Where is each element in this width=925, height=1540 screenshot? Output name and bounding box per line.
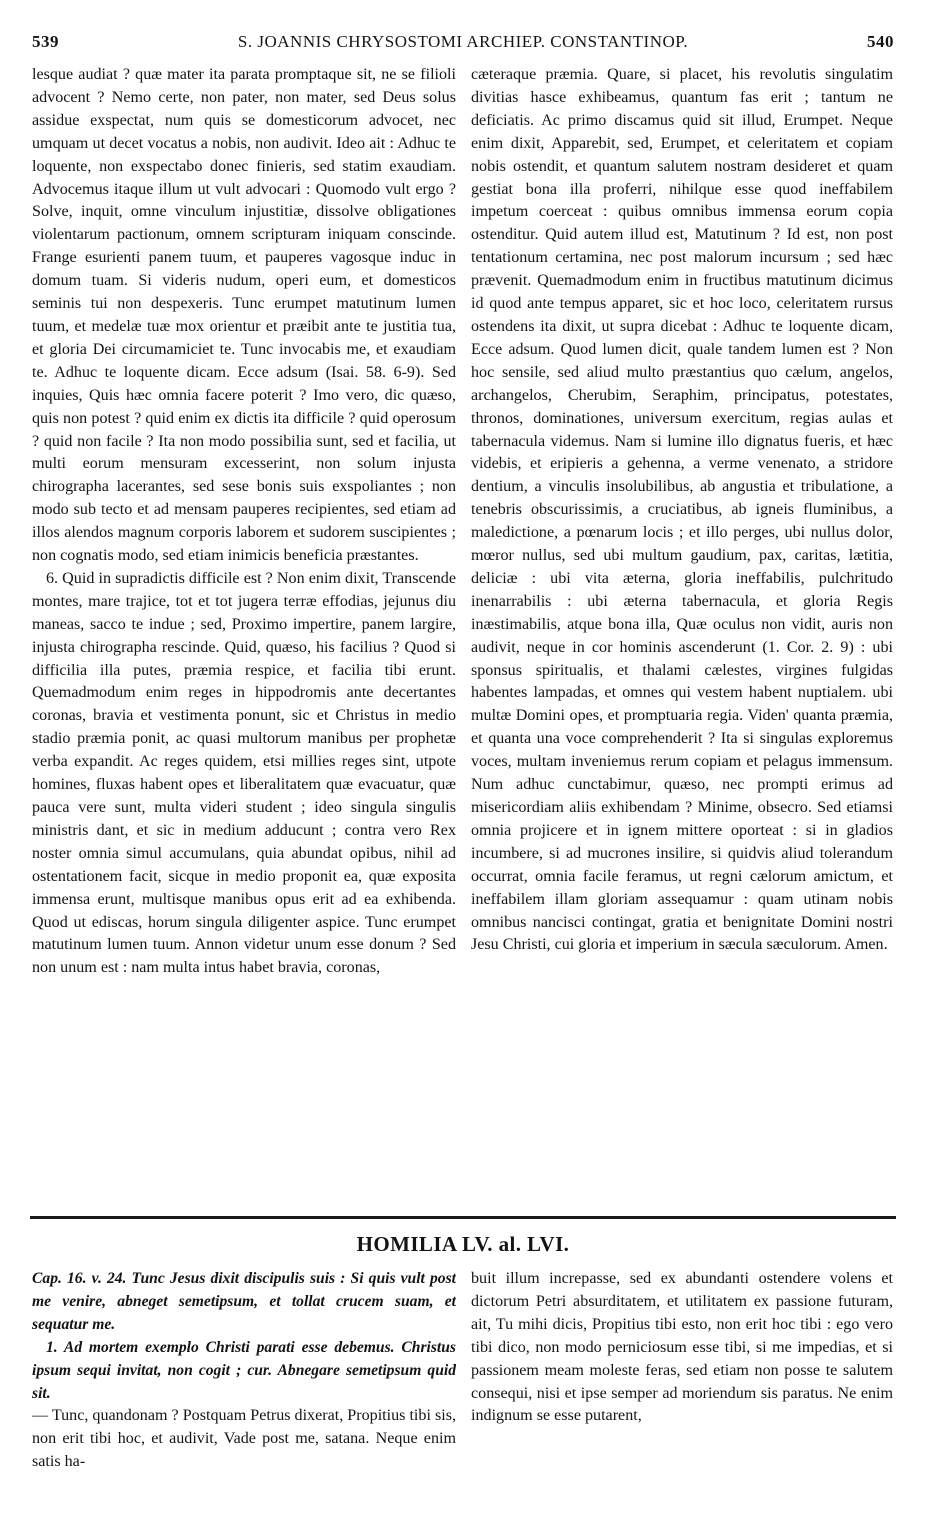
homily-column-right	[471, 1268, 893, 1530]
page-number-left: 539	[32, 32, 59, 51]
column-right	[471, 64, 893, 1184]
paragraph: buit illum increpasse, sed ex abundanti ostendere volens et dictorum Petri absurditatem, et utilitatem ex passione futuram, ait, Tu mihi dicis, Propitius tibi esto, non erit hoc tibi : ego vero tibi dico, non modo perniciosum esse tibi, si me impedias, et si passionem meam moleste feras, sed etiam non posse te salutem consequi, nisi et ipse semper ad moriendum sis paratus. Ne enim indignum se esse putarent,	[471, 1270, 893, 1425]
paragraph: lesque audiat ? quæ mater ita parata promptaque sit, ne se filioli advocent ? Nemo certe, non pater, non mater, sed Deus solus assidue exspectat, num quis se domesticorum advocet, nec umquam ut decet vocatus a nobis, non audivit. Ideo ait : Adhuc te loquente, non exspectabo donec finieris, sed statim exaudiam. Advocemus itaque illum ut vult advocari : Quomodo vult ergo ? Solve, inquit, omne vinculum injustitiæ, dissolve obligationes violentarum pactionum, omnem scripturam iniquam conscinde. Frange esurienti panem tuum, et pauperes vagosque induc in domum tuam. Si videris nudum, operi eum, et domesticos seminis tui non despexeris. Tunc erumpet matutinum lumen tuum, et medelæ tuæ mox orientur et præibit ante te justitia tua, et gloria Dei circumamiciet te. Tunc invocabis me, et exaudiam te. Adhuc te loquente dicam. Ecce adsum (Isai. 58. 6-9). Sed inquies, Quis hæc omnia facere poterit ? Imo vero, dic quæso, quis non potest ? quid enim ex dictis ita difficile ? quid operosum ? quid non facile ? Ita non modo possibilia sunt, sed et facilia, ut multi eorum mensuram excesserint, non solum injusta chirographa lacerantes, sed sese bonis suis exspoliantes ; non modo sub tecto et ad mensam pauperes recipientes, sed etiam ad illos alendos magnum corporis laborem et sudorem suscipientes ; non cognatis modo, sed etiam inimicis beneficia præstantes.	[32, 66, 456, 565]
paragraph: — Tunc, quandonam ? Postquam Petrus dixerat, Propitius tibi sis, non erit tibi hoc, et audivit, Vade post me, satana. Neque enim satis ha-	[32, 1407, 456, 1471]
homily-title: HOMILIA LV. al. LVI.	[356, 1232, 570, 1256]
running-header	[32, 32, 894, 62]
running-title: S. JOANNIS CHRYSOSTOMI ARCHIEP. CONSTANTINOP.	[237, 32, 689, 51]
chapter-verse: Cap. 16. v. 24. Tunc Jesus dixit discipulis suis : Si quis vult post me venire, abneget semetipsum, et tollat crucem suam, et sequatur me.	[32, 1270, 456, 1333]
paragraph: 6. Quid in supradictis difficile est ? Non enim dixit, Transcende montes, mare trajice, tot et tot jugera terræ effodias, jejunus diu maneas, sacco te indue ; sed, Proximo impertire, panem largire, injusta chirographa rescinde. Quid, quæso, his facilius ? Quod si difficilia illa putes, præmia respice, et facilia tibi erunt. Quemadmodum enim reges in hippodromis ante decertantes coronas, bravia et vestimenta ponunt, sic et Christus in medio stadio præmia ponit, ac quasi multorum manibus per prophetæ verba expandit. Ac reges quidem, etsi millies reges sint, utpote homines, fluxas habent opes et liberalitatem quæ evacuatur, quæ pauca vere sunt, multa videri student ; ideo singula singulis ministris dant, et sic in medium adducunt ; contra vero Rex noster omnia simul accumulans, quia abundat opibus, nihil ad ostentationem facit, sicque in medio proponit ea, quæ exposita immensa erunt, multisque manibus opus erit ad ea exhibenda. Quod ut ediscas, horum singula diligenter aspice. Tunc erumpet matutinum lumen tuum. Annon videtur unum esse donum ? Sed non unum est : nam multa intus habet bravia, coronas,	[32, 569, 456, 977]
column-left	[32, 64, 456, 1210]
homily-column-left	[32, 1268, 456, 1530]
section-divider	[30, 1216, 896, 1219]
page-number-right: 540	[867, 32, 894, 51]
paragraph: cæteraque præmia. Quare, si placet, his revolutis singulatim divitias hasce exhibeamus, quantum fas erit ; tantum ne deficiatis. Ac primo discamus quid sit illud, Erumpet. Neque enim dixit, Apparebit, sed, Erumpet, et celeritatem et copiam nobis ostendit, et quantum salutem nostram desideret et quam gestiat bona illa proferri, nihilque esse quod ineffabilem impetum coerceat : quibus omnibus immensa eorum copia ostenditur. Quid autem illud est, Matutinum ? Id est, non post tentationum certamina, nec post malorum incursum ; sed hæc prævenit. Quemadmodum enim in fructibus matutinum dicimus id quod ante tempus apparet, sic et hoc loco, celeritatem rursus ostendens ita dixit, ut supra dicebat : Adhuc te loquente dicam, Ecce adsum. Quod lumen dicit, quale tandem lumen est ? Non hoc sensile, sed aliud multo præstantius quo cælum, angelos, archangelos, Cherubim, Seraphim, principatus, potestates, thronos, dominationes, universum exercitum, regias aulas et tabernacula videmus. Nam si lumine illo dignatus fueris, et hæc videbis, et eripieris a gehenna, a verme venenato, a stridore dentium, a vinculis insolubilibus, ab angustia et tribulatione, a tenebris obscurissimis, a cruciatibus, ab igneis fluminibus, a maledictione, a pœnarum locis ; et illo perges, ubi nullus dolor, mœror nullus, sed ubi multum gaudium, pax, caritas, lætitia, deliciæ : ubi vita æterna, gloria ineffabilis, pulchritudo inenarrabilis : ubi æterna tabernacula, et gloria Regis inæstimabilis, atque bona illa, Quæ oculus non vidit, auris non audivit, neque in cor hominis ascenderunt (1. Cor. 2. 9) : ubi sponsus spiritualis, et thalami cælestes, virgines fulgidas habentes lampadas, et omnes qui vestem habent nuptialem. ubi multæ Domini opes, et promptuaria regia. Viden' quanta præmia, et quanta una voce comprehenderit ? Ita si singulas exploremus voces, multam inveniemus rerum copiam et pelagus immensum. Num adhuc cunctabimur, quæso, nec prompti erimus ad misericordiam aliis exhibendam ? Minime, obsecro. Sed etiamsi omnia projicere et in ignem mittere oporteat : si in gladios incumbere, si ad mucrones insilire, si quidvis aliud tolerandum occurrat, omnia facile feramus, ut regni cælorum amictum, et ineffabilem illam gloriam assequamur : quam utinam nobis omnibus nancisci contingat, gratia et benignitate Domini nostri Jesu Christi, cui gloria et imperium in sæcula sæculorum. Amen.	[471, 66, 893, 954]
section-summary: 1. Ad mortem exemplo Christi parati esse debemus. Christus ipsum sequi invitat, non cogit ; cur. Abnegare semetipsum quid sit.	[32, 1338, 456, 1402]
